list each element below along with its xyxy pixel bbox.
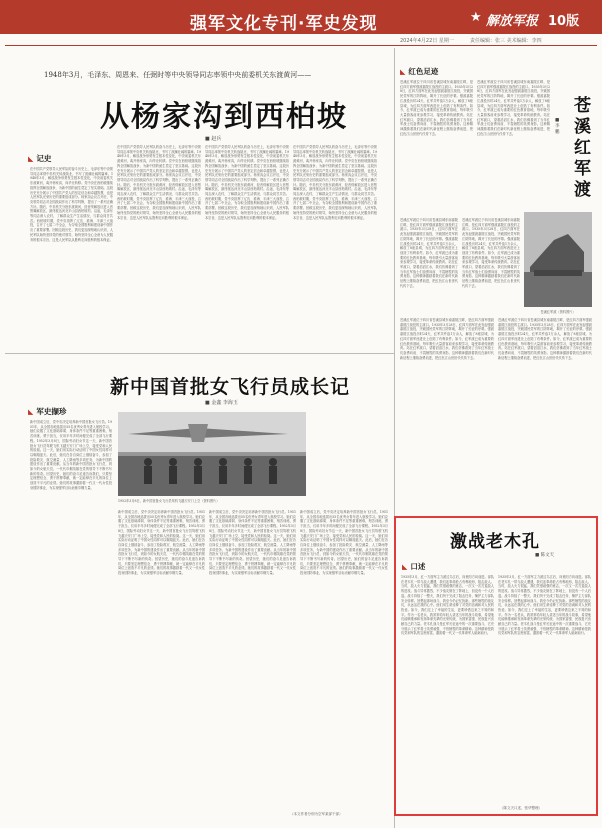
sidebar-body-col: 苍溪红军渡位于四川省苍溪县城东南嘉陵江畔，是红四方面军强渡嘉陵江战役的主渡口。1935年3月28日，红四方面军在此发起强渡嘉陵江战役，突破国民党军的江防阵地，揭开了长征的序幕。强渡嘉陵江战役历时24天，红军共歼敌1万余人，解放了8座县城，为红四方面军西进北上创造了有利条件。如今，红军渡已成为重要的红色教育基地，每年吸引大量游客前来参观学习，接受革命传统教育。站在红军渡口，望着滔滔江水，我们仿佛看到了当年红军战士们奋勇向前、不畏牺牲的英勇身影。这种精神激励着我们在新时代新征程上继续奋勇前进，把红色江山世世代代传下去。 (400, 218, 458, 288)
red-army-ferry-monument-image (524, 212, 592, 307)
highlight-title: 激战老木孔 (450, 532, 540, 552)
feature-body-col: 新中国成立后，党中央决定培养新中国首批女飞行员。1951年，从全国各地选拔出55名优秀女青年进入航校学习。她们克服了文化基础薄弱、身体条件不足等重重困难，刻苦训练，勇于担当，仅用半年多时间便完成了全部飞行课程。1952年3月8日，国际劳动妇女节这一天，新中国首批女飞行员驾驶飞机飞越天安门广场上空，接受党和人民的检阅。这一天，她们用实际行动证明了中国女性同样可以翱翔蓝天。此后，她们在各自岗位上继续奋斗，参加了抢险救灾、航空测量、人工降雨等多项任务，为新中国的建设作出了重要贡献。从当年的新中国首批女飞行员，到如今的女航天员，一代代巾帼英雄在党的领导下不断书写新的传奇。回望历史，她们的奋斗足迹告诉我们，只要坚定理想信念、勇于拼搏奉献，就一定能够在平凡的岗位上创造不平凡的业绩。她们的故事激励着一代又一代女性投身国防事业，为实现强军目标贡献巾帼力量。 (30, 420, 112, 490)
feature-byline: ■ 金鑫 李海玉 (205, 400, 238, 406)
section-label: 红色足迹 (408, 67, 439, 76)
feature-body-col: 新中国成立后，党中央决定培养新中国首批女飞行员。1951年，从全国各地选拔出55名优秀女青年进入航校学习。她们克服了文化基础薄弱、身体条件不足等重重困难，刻苦训练，勇于担当，仅用半年多时间便完成了全部飞行课程。1952年3月8日，国际劳动妇女节这一天，新中国首批女飞行员驾驶飞机飞越天安门广场上空，接受党和人民的检阅。这一天，她们用实际行动证明了中国女性同样可以翱翔蓝天。此后，她们在各自岗位上继续奋斗，参加了抢险救灾、航空测量、人工降雨等多项任务，为新中国的建设作出了重要贡献。从当年的新中国首批女飞行员，到如今的女航天员，一代代巾帼英雄在党的领导下不断书写新的传奇。回望历史，她们的奋斗足迹告诉我们，只要坚定理想信念、勇于拼搏奉献，就一定能够在平凡的岗位上创造不平凡的业绩。她们的故事激励着一代又一代女性投身国防事业，为实现强军目标贡献巾帼力量。 (209, 510, 296, 576)
sidebar-byline: ■ 李鹏 (555, 118, 560, 135)
feature-photo-caption: 1952年3月8日，新中国首批女飞行员驾机飞越天安门上空（资料图片） (118, 499, 220, 503)
sidebar-body-col: 苍溪红军渡位于四川省苍溪县城东南嘉陵江畔，是红四方面军强渡嘉陵江战役的主渡口。1935年3月28日，红四方面军在此发起强渡嘉陵江战役，突破国民党军的江防阵地，揭开了长征的序幕。强渡嘉陵江战役历时24天，红军共歼敌1万余人，解放了8座县城，为红四方面军西进北上创造了有利条件。如今，红军渡已成为重要的红色教育基地，每年吸引大量游客前来参观学习，接受革命传统教育。站在红军渡口，望着滔滔江水，我们仿佛看到了当年红军战士们奋勇向前、不畏牺牲的英勇身影。这种精神激励着我们在新时代新征程上继续奋勇前进，把红色江山世世代代传下去。 (462, 218, 520, 288)
lead-title: 从杨家沟到西柏坡 (100, 99, 349, 133)
sidebar-body-col: 苍溪红军渡位于四川省苍溪县城东南嘉陵江畔，是红四方面军强渡嘉陵江战役的主渡口。1935年3月28日，红四方面军在此发起强渡嘉陵江战役，突破国民党军的江防阵地，揭开了长征的序幕。强渡嘉陵江战役历时24天，红军共歼敌1万余人，解放了8座县城，为红四方面军西进北上创造了有利条件。如今，红军渡已成为重要的红色教育基地，每年吸引大量游客前来参观学习，接受革命传统教育。站在红军渡口，望着滔滔江水，我们仿佛看到了当年红军战士们奋勇向前、不畏牺牲的英勇身影。这种精神激励着我们在新时代新征程上继续奋勇前进，把红色江山世世代代传下去。 (400, 80, 473, 136)
sidebar-title: 苍溪红军渡 (574, 96, 591, 200)
sidebar-photo (524, 212, 592, 307)
sidebar-photo-caption: 苍溪红军渡（资料图片） (540, 310, 576, 314)
highlight-footer: （陈文天口述，张华整理） (500, 806, 542, 810)
feature-body-col: 新中国成立后，党中央决定培养新中国首批女飞行员。1951年，从全国各地选拔出55名优秀女青年进入航校学习。她们克服了文化基础薄弱、身体条件不足等重重困难，刻苦训练，勇于担当，仅用半年多时间便完成了全部飞行课程。1952年3月8日，国际劳动妇女节这一天，新中国首批女飞行员驾驶飞机飞越天安门广场上空，接受党和人民的检阅。这一天，她们用实际行动证明了中国女性同样可以翱翔蓝天。此后，她们在各自岗位上继续奋斗，参加了抢险救灾、航空测量、人工降雨等多项任务，为新中国的建设作出了重要贡献。从当年的新中国首批女飞行员，到如今的女航天员，一代代巾帼英雄在党的领导下不断书写新的传奇。回望历史，她们的奋斗足迹告诉我们，只要坚定理想信念、勇于拼搏奉献，就一定能够在平凡的岗位上创造不平凡的业绩。她们的故事激励着一代又一代女性投身国防事业，为实现强军目标贡献巾帼力量。 (300, 510, 388, 576)
page-number: 10版 (548, 14, 580, 29)
masthead-rule (5, 45, 597, 46)
section-mark-icon: ◣ (400, 67, 406, 76)
pilots-photo-image (118, 412, 306, 496)
lead-byline: ■ 赵兵 (205, 136, 222, 142)
lead-body (30, 145, 388, 350)
section-label: 记史 (36, 154, 52, 163)
section-label: 口述 (410, 562, 426, 571)
lead-body-col: 在中国共产党领导人民军队的奋斗历史上，毛泽东等中央领导同志率领中央机关转战陕北，书写了波澜壮阔的篇章。1948年3月，解放战争形势发生根本性变化，中央前委机关东渡黄河，离开杨家沟，向华北转移。党中央在西柏坡继续指挥全国解放战争，为新中国的诞生奠定了坚实基础。这段历史充分展示了中国共产党人的坚定信念和卓越智慧，也是人民军队光荣历史的重要组成部分。杨家沟会议召开后，中央领导同志对全国战局作出了科学判断，提出了一系列正确方针。随后，中央机关分批东渡黄河，经晋绥解放区进入晋察冀解放区，最终抵达河北平山县西柏坡村。沿途，毛泽东等同志深入农村，了解群众生产生活情况，与群众同甘共苦。西柏坡时期，党中央指挥了辽沈、淮海、平津三大战役，召开了七届二中全会，为夺取全国胜利和建设新中国作出了重要部署。回顾这段历史，我们更加深刻地认识到，人民军队始终坚持党的绝对领导，始终坚持全心全意为人民服务的根本宗旨，这是人民军队从胜利走向胜利的根本保证。 (117, 145, 201, 220)
sidebar-body-col: 苍溪红军渡位于四川省苍溪县城东南嘉陵江畔，是红四方面军强渡嘉陵江战役的主渡口。1935年3月28日，红四方面军在此发起强渡嘉陵江战役，突破国民党军的江防阵地，揭开了长征的序幕。强渡嘉陵江战役历时24天，红军共歼敌1万余人，解放了8座县城，为红四方面军西进北上创造了有利条件。如今，红军渡已成为重要的红色教育基地，每年吸引大量游客前来参观学习，接受革命传统教育。站在红军渡口，望着滔滔江水，我们仿佛看到了当年红军战士们奋勇向前、不畏牺牲的英勇身影。这种精神激励着我们在新时代新征程上继续奋勇前进，把红色江山世世代代传下去。 (400, 318, 494, 360)
divider (5, 353, 395, 354)
lead-body-col: 在中国共产党领导人民军队的奋斗历史上，毛泽东等中央领导同志率领中央机关转战陕北，书写了波澜壮阔的篇章。1948年3月，解放战争形势发生根本性变化，中央前委机关东渡黄河，离开杨家沟，向华北转移。党中央在西柏坡继续指挥全国解放战争，为新中国的诞生奠定了坚实基础。这段历史充分展示了中国共产党人的坚定信念和卓越智慧，也是人民军队光荣历史的重要组成部分。杨家沟会议召开后，中央领导同志对全国战局作出了科学判断，提出了一系列正确方针。随后，中央机关分批东渡黄河，经晋绥解放区进入晋察冀解放区，最终抵达河北平山县西柏坡村。沿途，毛泽东等同志深入农村，了解群众生产生活情况，与群众同甘共苦。西柏坡时期，党中央指挥了辽沈、淮海、平津三大战役，召开了七届二中全会，为夺取全国胜利和建设新中国作出了重要部署。回顾这段历史，我们更加深刻地认识到，人民军队始终坚持党的绝对领导，始终坚持全心全意为人民服务的根本宗旨，这是人民军队从胜利走向胜利的根本保证。 (293, 145, 377, 220)
sidebar-section-head (400, 66, 438, 77)
highlight-section-head (402, 561, 425, 572)
highlight-body-col: 1935年3月，红一方面军主力渡过乌江后，向贵阳方向前进。部队在老木孔一带与敌人遭遇，我们连奉命抢占有利地形，阻击敌人。当时，敌人火力很猛，我们凭借顽强的意志，一次又一次打退敌人的进攻。战斗异常激烈，不少战友倒在了阵地上，但没有一个人后退。战斗持续了一整天，我们终于完成了阻击任务，掩护主力部队安全转移。回想起那场战斗，我至今仍记忆犹新。那些牺牲的战友们，永远活在我的心中。他们用生命诠释了对党的忠诚和对人民的热爱。如今，我们过上了幸福的生活，更要珍惜这来之不易的和平。作为一名老兵，我常常给年轻人讲述当年的战斗故事，希望他们能够继承和发扬革命先辈的光荣传统，为国家富强、民族复兴贡献自己的力量。老木孔战斗是红军长征途中的一次重要战斗，它充分展示了红军将士英勇顽强、不怕牺牲的革命精神。这种精神是我们党和军队的宝贵财富，激励着一代又一代革命军人砥砺前行。 (401, 575, 494, 636)
sidebar-body-col: 苍溪红军渡位于四川省苍溪县城东南嘉陵江畔，是红四方面军强渡嘉陵江战役的主渡口。1935年3月28日，红四方面军在此发起强渡嘉陵江战役，突破国民党军的江防阵地，揭开了长征的序幕。强渡嘉陵江战役历时24天，红军共歼敌1万余人，解放了8座县城，为红四方面军西进北上创造了有利条件。如今，红军渡已成为重要的红色教育基地，每年吸引大量游客前来参观学习，接受革命传统教育。站在红军渡口，望着滔滔江水，我们仿佛看到了当年红军战士们奋勇向前、不畏牺牲的英勇身影。这种精神激励着我们在新时代新征程上继续奋勇前进，把红色江山世世代代传下去。 (477, 80, 550, 136)
highlight-byline: ■ 陈文天 (535, 553, 555, 558)
date-line: 2024年4月22日 星期一 (400, 38, 454, 44)
sidebar-body-lower (400, 318, 592, 518)
lead-body-col: 在中国共产党领导人民军队的奋斗历史上，毛泽东等中央领导同志率领中央机关转战陕北，书写了波澜壮阔的篇章。1948年3月，解放战争形势发生根本性变化，中央前委机关东渡黄河，离开杨家沟，向华北转移。党中央在西柏坡继续指挥全国解放战争，为新中国的诞生奠定了坚实基础。这段历史充分展示了中国共产党人的坚定信念和卓越智慧，也是人民军队光荣历史的重要组成部分。杨家沟会议召开后，中央领导同志对全国战局作出了科学判断，提出了一系列正确方针。随后，中央机关分批东渡黄河，经晋绥解放区进入晋察冀解放区，最终抵达河北平山县西柏坡村。沿途，毛泽东等同志深入农村，了解群众生产生活情况，与群众同甘共苦。西柏坡时期，党中央指挥了辽沈、淮海、平津三大战役，召开了七届二中全会，为夺取全国胜利和建设新中国作出了重要部署。回顾这段历史，我们更加深刻地认识到，人民军队始终坚持党的绝对领导，始终坚持全心全意为人民服务的根本宗旨，这是人民军队从胜利走向胜利的根本保证。 (205, 145, 289, 220)
section-mark-icon: ◣ (28, 407, 34, 416)
feature-title: 新中国首批女飞行员成长记 (110, 376, 351, 398)
highlight-body (401, 575, 591, 805)
lead-overline: 1948年3月，毛泽东、周恩来、任弼时等中央领导同志率领中央前委机关东渡黄河—— (44, 71, 312, 79)
sidebar-body-col: 苍溪红军渡位于四川省苍溪县城东南嘉陵江畔，是红四方面军强渡嘉陵江战役的主渡口。1935年3月28日，红四方面军在此发起强渡嘉陵江战役，突破国民党军的江防阵地，揭开了长征的序幕。强渡嘉陵江战役历时24天，红军共歼敌1万余人，解放了8座县城，为红四方面军西进北上创造了有利条件。如今，红军渡已成为重要的红色教育基地，每年吸引大量游客前来参观学习，接受革命传统教育。站在红军渡口，望着滔滔江水，我们仿佛看到了当年红军战士们奋勇向前、不畏牺牲的英勇身影。这种精神激励着我们在新时代新征程上继续奋勇前进，把红色江山世世代代传下去。 (498, 318, 592, 360)
section-mark-icon: ◣ (402, 562, 408, 571)
editor-line: 责任编辑：张三 美术编辑：李四 (470, 38, 542, 44)
feature-footer: （本文作者分别为空军某部干部） (290, 812, 343, 816)
sidebar-body-top (400, 80, 550, 215)
sidebar-body-bottom (400, 218, 520, 313)
section-title: 强军文化专刊·军史发现 (190, 14, 378, 34)
feature-body (118, 510, 388, 812)
feature-body-col: 新中国成立后，党中央决定培养新中国首批女飞行员。1951年，从全国各地选拔出55名优秀女青年进入航校学习。她们克服了文化基础薄弱、身体条件不足等重重困难，刻苦训练，勇于担当，仅用半年多时间便完成了全部飞行课程。1952年3月8日，国际劳动妇女节这一天，新中国首批女飞行员驾驶飞机飞越天安门广场上空，接受党和人民的检阅。这一天，她们用实际行动证明了中国女性同样可以翱翔蓝天。此后，她们在各自岗位上继续奋斗，参加了抢险救灾、航空测量、人工降雨等多项任务，为新中国的建设作出了重要贡献。从当年的新中国首批女飞行员，到如今的女航天员，一代代巾帼英雄在党的领导下不断书写新的传奇。回望历史，她们的奋斗足迹告诉我们，只要坚定理想信念、勇于拼搏奉献，就一定能够在平凡的岗位上创造不平凡的业绩。她们的故事激励着一代又一代女性投身国防事业，为实现强军目标贡献巾帼力量。 (118, 510, 205, 576)
brand-logo: 解放军报 (486, 14, 539, 29)
section-label: 军史撷珍 (36, 407, 67, 416)
feature-section-head (28, 406, 66, 417)
feature-photo (118, 412, 306, 496)
section-mark-icon: ◣ (28, 154, 34, 163)
star-icon: ★ (470, 10, 482, 25)
lead-body-col: 在中国共产党领导人民军队的奋斗历史上，毛泽东等中央领导同志率领中央机关转战陕北，书写了波澜壮阔的篇章。1948年3月，解放战争形势发生根本性变化，中央前委机关东渡黄河，离开杨家沟，向华北转移。党中央在西柏坡继续指挥全国解放战争，为新中国的诞生奠定了坚实基础。这段历史充分展示了中国共产党人的坚定信念和卓越智慧，也是人民军队光荣历史的重要组成部分。杨家沟会议召开后，中央领导同志对全国战局作出了科学判断，提出了一系列正确方针。随后，中央机关分批东渡黄河，经晋绥解放区进入晋察冀解放区，最终抵达河北平山县西柏坡村。沿途，毛泽东等同志深入农村，了解群众生产生活情况，与群众同甘共苦。西柏坡时期，党中央指挥了辽沈、淮海、平津三大战役，召开了七届二中全会，为夺取全国胜利和建设新中国作出了重要部署。回顾这段历史，我们更加深刻地认识到，人民军队始终坚持党的绝对领导，始终坚持全心全意为人民服务的根本宗旨，这是人民军队从胜利走向胜利的根本保证。 (30, 167, 113, 242)
highlight-body-col: 1935年3月，红一方面军主力渡过乌江后，向贵阳方向前进。部队在老木孔一带与敌人遭遇，我们连奉命抢占有利地形，阻击敌人。当时，敌人火力很猛，我们凭借顽强的意志，一次又一次打退敌人的进攻。战斗异常激烈，不少战友倒在了阵地上，但没有一个人后退。战斗持续了一整天，我们终于完成了阻击任务，掩护主力部队安全转移。回想起那场战斗，我至今仍记忆犹新。那些牺牲的战友们，永远活在我的心中。他们用生命诠释了对党的忠诚和对人民的热爱。如今，我们过上了幸福的生活，更要珍惜这来之不易的和平。作为一名老兵，我常常给年轻人讲述当年的战斗故事，希望他们能够继承和发扬革命先辈的光荣传统，为国家富强、民族复兴贡献自己的力量。老木孔战斗是红军长征途中的一次重要战斗，它充分展示了红军将士英勇顽强、不怕牺牲的革命精神。这种精神是我们党和军队的宝贵财富，激励着一代又一代革命军人砥砺前行。 (498, 575, 591, 636)
